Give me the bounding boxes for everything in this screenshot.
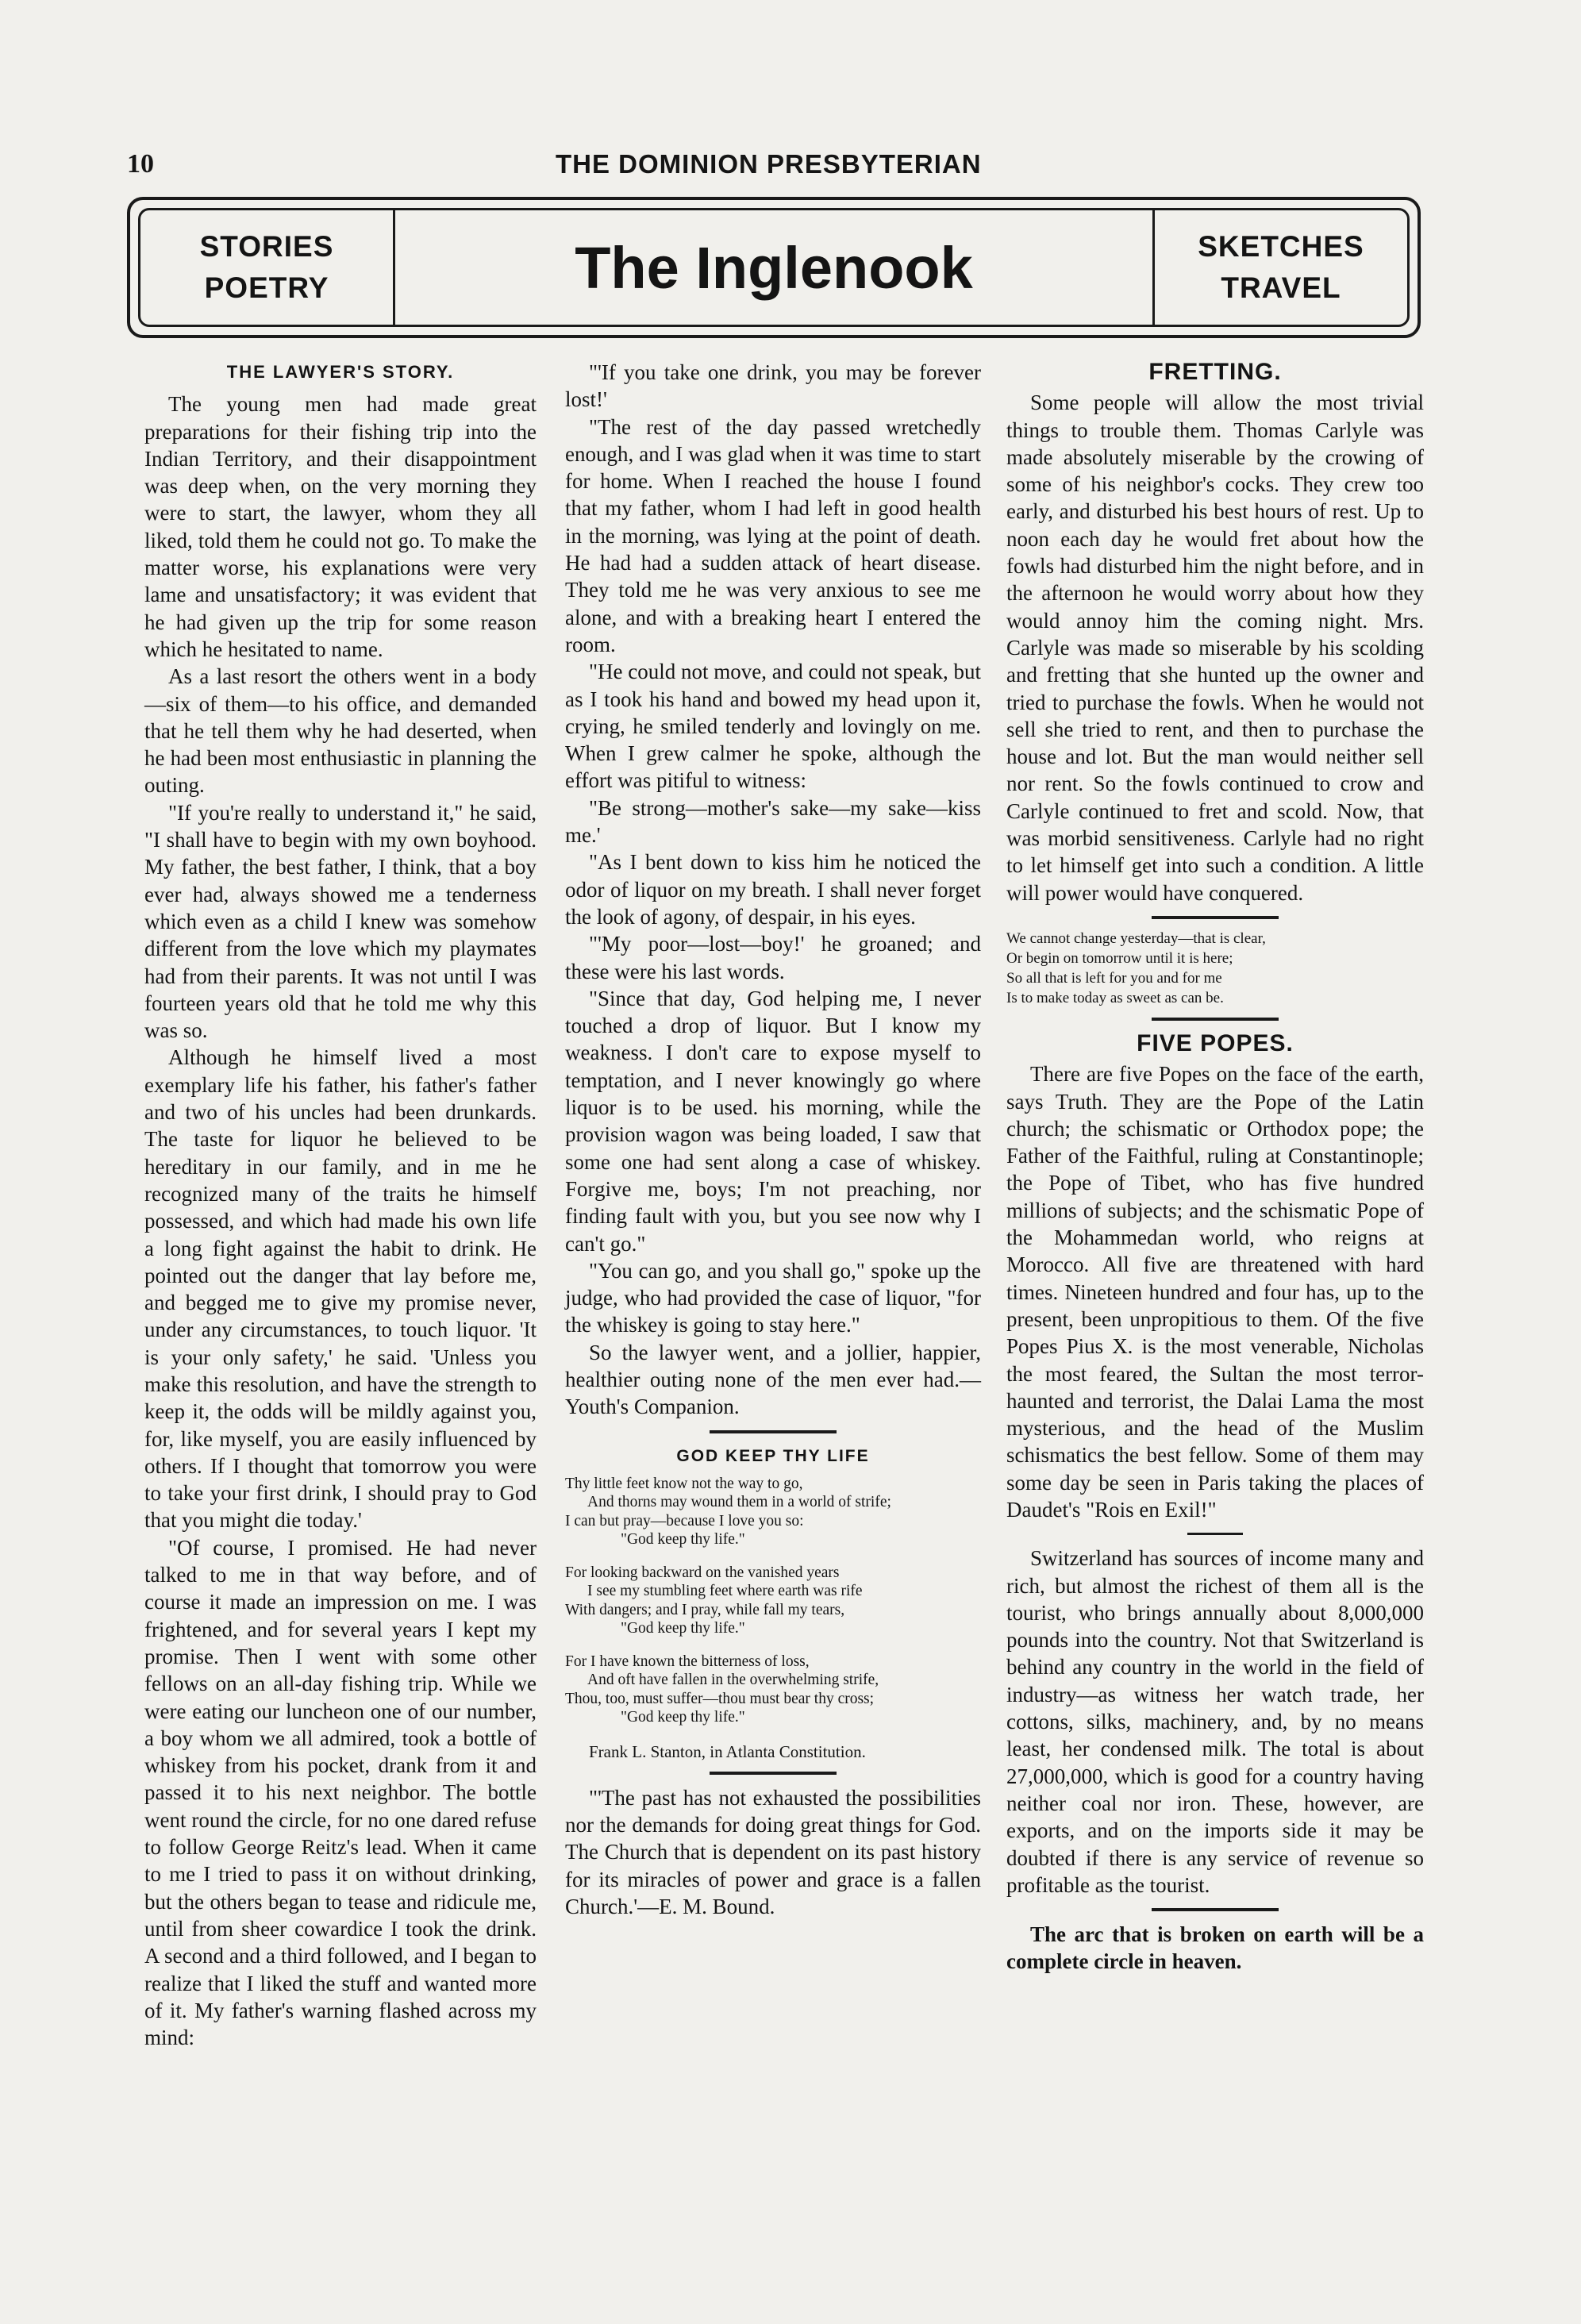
poem-stanza bbox=[565, 1475, 981, 1549]
section-divider bbox=[1152, 916, 1279, 919]
column-2 bbox=[565, 359, 981, 1920]
running-title: THE DOMINION PRESBYTERIAN bbox=[556, 149, 982, 179]
story-paragraph: So the lawyer went, and a jollier, happier, healthier outing none of the men ever had.—Youth's Companion. bbox=[565, 1340, 981, 1419]
section-divider bbox=[1152, 1018, 1279, 1021]
poem-line: "God keep thy life." bbox=[621, 1709, 745, 1726]
verse-line: We cannot change yesterday—that is clear, bbox=[1006, 929, 1266, 947]
banner-right-box bbox=[1152, 210, 1407, 325]
story-paragraph: "Since that day, God helping me, I never touched a drop of liquor. But I know my weakness. I don't care to expose myself to temptation, and I never knowingly go where liquor is to be used. his morning, while the provision wagon was being loaded, I saw that some one had sent along a case of whiskey. Forgive me, boys; I'm not preaching, nor finding fault with you, but you see now why I can't go." bbox=[565, 986, 981, 1256]
short-verse bbox=[1006, 929, 1424, 1008]
poem-line: Thy little feet know not the way to go, bbox=[565, 1475, 803, 1492]
poem-line: I see my stumbling feet where earth was rife bbox=[587, 1583, 863, 1600]
banner-right-line1: SKETCHES bbox=[1198, 230, 1364, 263]
banner-right-line2: TRAVEL bbox=[1221, 271, 1341, 304]
story-paragraph: "If you're really to understand it," he said, "I shall have to begin with my own boyhood. My father, the best father, I think, that a boy ever had, always showed me a tenderness which even as a child I knew was somehow different from the love which my playmates had from their parents. It was not until I was fourteen years old that he told me why this was so. bbox=[144, 800, 537, 1043]
story-paragraph: As a last resort the others went in a body—six of them—to his office, and demanded that he tell them why he had deserted, when he had been most enthusiastic in planning the outing. bbox=[144, 664, 537, 798]
bound-quote: "'The past has not exhausted the possibilities nor the demands for doing great things for God. The Church that is dependent on its past history for its miracles of power and grace is a fallen Church.'—E. M. Bound. bbox=[565, 1785, 981, 1919]
poem-line: I can but pray—because I love you so: bbox=[565, 1512, 804, 1529]
lawyers-story-heading: THE LAWYER'S STORY. bbox=[226, 362, 455, 382]
verse-line: Or begin on tomorrow until it is here; bbox=[1006, 949, 1233, 967]
banner-inner-frame bbox=[138, 208, 1410, 327]
story-paragraph: Although he himself lived a most exemplary life his father, his father's father and two of his uncles had been drunkards. The taste for liquor he believed to be hereditary in our family, and in me he recognized many of the traits he himself possessed, and which had made his own life a long fight against the habit to drink. He pointed out the danger that lay before me, and begged me to give my promise never, under any circumstances, to touch liquor. 'It is your only safety,' he said. 'Unless you make this resolution, and have the strength to keep it, the odds will be mildly against you, for, like myself, you are easily influenced by others. If I thought that tomorrow you were to take your first drink, I should pray to God that you might die today.' bbox=[144, 1045, 537, 1533]
poem-heading: GOD KEEP THY LIFE bbox=[676, 1446, 870, 1465]
banner-left-line2: POETRY bbox=[204, 271, 329, 304]
story-paragraph: "The rest of the day passed wretchedly enough, and I was glad when it was time to start for home. When I reached the house I found that my father, whom I had left in good health in the morning, was lying at the point of death. He had had a sudden attack of heart disease. They told me he was very anxious to see me alone, and with a breaking heart I entered the room. bbox=[565, 414, 981, 656]
column-1 bbox=[144, 359, 537, 2051]
story-paragraph: "Be strong—mother's sake—my sake—kiss me.' bbox=[565, 795, 981, 848]
poem-line: For looking backward on the vanished years bbox=[565, 1564, 840, 1581]
five-popes-heading: FIVE POPES. bbox=[1137, 1029, 1294, 1056]
page-number: 10 bbox=[127, 149, 154, 179]
story-paragraph: The young men had made great preparations for their fishing trip into the Indian Territory, and their disappointment was deep when, on the very morning they were to start, the lawyer, whom they all liked, told them he could not go. To make the matter worse, his explanations were very lame and unsatisfactory; it was evident that he had given up the trip for some reason which he hesitated to name. bbox=[144, 392, 537, 661]
poem-line: For I have known the bitterness of loss, bbox=[565, 1653, 810, 1670]
section-divider bbox=[710, 1772, 837, 1775]
story-paragraph: "He could not move, and could not speak, but as I took his hand and bowed my head upon it, crying, he smiled tenderly and lovingly on me. When I grew calmer he spoke, although the effort was pitiful to witness: bbox=[565, 660, 981, 793]
section-divider bbox=[1187, 1533, 1243, 1535]
poem-line: And oft have fallen in the overwhelming strife, bbox=[587, 1672, 879, 1689]
closing-line: The arc that is broken on earth will be a complete circle in heaven. bbox=[1006, 1922, 1424, 1974]
poem-line: And thorns may wound them in a world of strife; bbox=[587, 1494, 891, 1511]
verse-line: So all that is left for you and for me bbox=[1006, 969, 1222, 987]
poem-line: Thou, too, must suffer—thou must bear thy cross; bbox=[565, 1690, 875, 1707]
fretting-heading: FRETTING. bbox=[1148, 359, 1282, 385]
story-paragraph: "'My poor—lost—boy!' he groaned; and these were his last words. bbox=[565, 932, 981, 983]
poem-line: "God keep thy life." bbox=[621, 1620, 745, 1637]
column-3 bbox=[1006, 359, 1424, 1976]
inglenook-banner bbox=[127, 197, 1421, 338]
fretting-text: Some people will allow the most trivial things to trouble them. Thomas Carlyle was made absolutely miserable by the crowing of some of his neighbor's cocks. They crew too early, and disturbed his best hours of rest. Up to noon each day he would fret about how the fowls had disturbed him the night before, and in the afternoon he would worry about how they would annoy him the coming night. Mrs. Carlyle was made so miserable by his scolding and fretting that she hunted up the owner and tried to purchase the fowls. When he would not sell she tried to rent, and then to purchase the house and lot. But the man would neither sell nor rent. So the fowls continued to crow and Carlyle continued to fret and scold. Now, that was morbid sensitiveness. Carlyle had no right to let himself get into such a condition. A little will power would have conquered. bbox=[1006, 391, 1424, 905]
section-divider bbox=[710, 1430, 837, 1433]
switzerland-text: Switzerland has sources of income many and rich, but almost the richest of them all is the tourist, who brings annually about 8,000,000 pounds into the country. Not that Switzerland is behind any country in the world in the field of industry—as witness her watch trade, her cottons, silks, machinery, and, by no means least, her condensed milk. The total is about 27,000,000, which is good for a country having neither coal nor iron. These, however, are exports, and on the imports side it may be doubted if there is any service of revenue so profitable as the tourist. bbox=[1006, 1546, 1424, 1897]
section-divider bbox=[1152, 1908, 1279, 1911]
poem-stanza bbox=[565, 1564, 981, 1638]
banner-left-line1: STORIES bbox=[199, 230, 334, 263]
story-paragraph: "Of course, I promised. He had never talked to me in that way before, and of course it made an impression on me. I was frightened, and for several years I kept my promise. Then I went with some other fellows on an all-day fishing trip. While we were eating our luncheon one of our number, a boy whom we all admired, took a bottle of whiskey from his pocket, drank from it and passed it to his next neighbor. The bottle went round the circle, for no one dared refuse to follow George Reitz's lead. When it came to me I tried to pass it on without drinking, but the others began to tease and ridicule me, until from sheer cowardice I took the drink. A second and a third followed, and I began to realize that I liked the stuff and wanted more of it. My father's warning flashed across my mind: bbox=[144, 1535, 537, 2050]
five-popes-text: There are five Popes on the face of the earth, says Truth. They are the Pope of the Latin church; the schismatic or Orthodox pope; the Father of the Faithful, ruling at Constantinople; the Pope of Tibet, who has five hundred millions of subjects; and the schismatic Pope of the Mohammedan world, who reigns at Morocco. All five are threatened with hard times. Nineteen hundred and four has, up to the present, been unpropitious to them. Of the five Popes Pius X. is the most venerable, Nicholas the most feared, the Sultan the most terror-haunted and terrorist, the Dalai Lama the most mysterious, and the head of the Muslim schismatics the best fellow. Some of them may some day be seen in Paris taking the places of Daudet's "Rois en Exil!" bbox=[1006, 1062, 1424, 1522]
poem-line: With dangers; and I pray, while fall my tears, bbox=[565, 1601, 845, 1618]
story-paragraph: "As I bent down to kiss him he noticed the odor of liquor on my breath. I shall never forget the look of agony, of despair, in his eyes. bbox=[565, 850, 981, 929]
story-paragraph: "'If you take one drink, you may be forever lost!' bbox=[565, 360, 981, 412]
verse-line: Is to make today as sweet as can be. bbox=[1006, 989, 1224, 1006]
banner-left-box bbox=[140, 210, 395, 325]
poem-credit: Frank L. Stanton, in Atlanta Constitution. bbox=[589, 1741, 866, 1761]
banner-title: The Inglenook bbox=[575, 234, 973, 301]
poem-stanza bbox=[565, 1653, 981, 1727]
poem-body bbox=[565, 1475, 981, 1727]
poem-line: "God keep thy life." bbox=[621, 1531, 745, 1549]
story-paragraph: "You can go, and you shall go," spoke up the judge, who had provided the case of liquor, "for the whiskey is going to stay here." bbox=[565, 1258, 981, 1337]
